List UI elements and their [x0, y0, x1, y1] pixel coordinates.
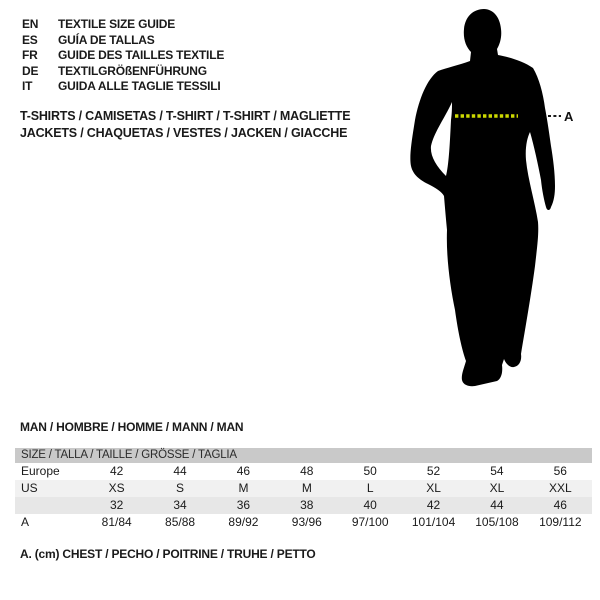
size-value: 42	[110, 464, 124, 478]
size-value: 46	[236, 464, 251, 478]
size-value: S	[176, 481, 185, 495]
row-label: A	[21, 515, 30, 529]
measurement-footnote: A. (cm) CHEST / PECHO / POITRINE / TRUHE / PETTO	[20, 547, 316, 561]
man-silhouette	[410, 9, 555, 386]
size-value: 101/104	[411, 515, 456, 529]
size-table-row-chest-cm	[15, 514, 592, 531]
row-label: Europe	[21, 464, 60, 478]
size-value: 48	[300, 464, 314, 478]
size-value: 52	[426, 464, 441, 478]
size-value: XS	[108, 481, 125, 495]
size-value: XL	[489, 481, 505, 495]
gender-heading: MAN / HOMBRE / HOMME / MANN / MAN	[20, 420, 244, 434]
size-table-row-us	[15, 480, 592, 497]
language-title: GUÍA DE TALLAS	[58, 32, 155, 47]
language-list	[22, 17, 224, 95]
man-silhouette-figure	[400, 8, 580, 400]
language-title: GUIDE DES TAILLES TEXTILE	[58, 48, 225, 62]
size-value: 54	[490, 464, 504, 478]
language-code: IT	[22, 79, 33, 93]
size-value: XXL	[548, 481, 572, 495]
category-lines	[20, 108, 350, 142]
language-row-it	[22, 79, 224, 95]
size-value: 42	[426, 498, 441, 512]
size-value: 109/112	[539, 515, 582, 529]
row-label	[15, 497, 85, 514]
size-value: 56	[553, 464, 567, 478]
size-value: XL	[426, 481, 441, 495]
language-row-de	[22, 64, 224, 80]
size-table-row-europe	[15, 463, 592, 480]
size-value: 32	[110, 498, 124, 512]
size-value: L	[366, 481, 374, 495]
size-value: 38	[300, 498, 314, 512]
language-row-en	[22, 17, 224, 33]
language-title: GUIDA ALLE TAGLIE TESSILI	[58, 79, 221, 93]
size-value: 105/108	[475, 515, 519, 529]
size-value: M	[301, 481, 312, 495]
language-code: ES	[22, 32, 38, 47]
size-value: 85/88	[165, 515, 196, 529]
size-value: 34	[173, 498, 187, 512]
size-value: 97/100	[351, 515, 389, 529]
size-value: 93/96	[291, 515, 322, 529]
language-code: DE	[22, 63, 39, 78]
size-table-row-numeric	[15, 497, 592, 514]
language-row-fr	[22, 48, 224, 64]
size-value: 81/84	[101, 515, 132, 529]
row-label: US	[21, 481, 38, 495]
size-value: 44	[490, 498, 504, 512]
size-table	[15, 448, 592, 531]
category-line-jackets: JACKETS / CHAQUETAS / VESTES / JACKEN / GIACCHE	[20, 126, 348, 140]
size-value: 44	[173, 464, 187, 478]
language-title: TEXTILGRÖßENFÜHRUNG	[58, 63, 207, 78]
measure-label-a: A	[564, 109, 574, 124]
language-row-es	[22, 33, 224, 49]
size-value: 46	[553, 498, 567, 512]
language-code: FR	[22, 48, 38, 62]
category-line-tshirts: T-SHIRTS / CAMISETAS / T-SHIRT / T-SHIRT / MAGLIETTE	[20, 109, 351, 123]
size-value: 50	[363, 464, 377, 478]
size-value: M	[238, 481, 249, 495]
size-value: 89/92	[228, 515, 259, 529]
language-title: TEXTILE SIZE GUIDE	[58, 17, 176, 31]
size-value: 36	[236, 498, 251, 512]
size-value: 40	[363, 498, 377, 512]
size-table-header: SIZE / TALLA / TAILLE / GRÖSSE / TAGLIA	[15, 448, 592, 463]
language-code: EN	[22, 17, 39, 31]
